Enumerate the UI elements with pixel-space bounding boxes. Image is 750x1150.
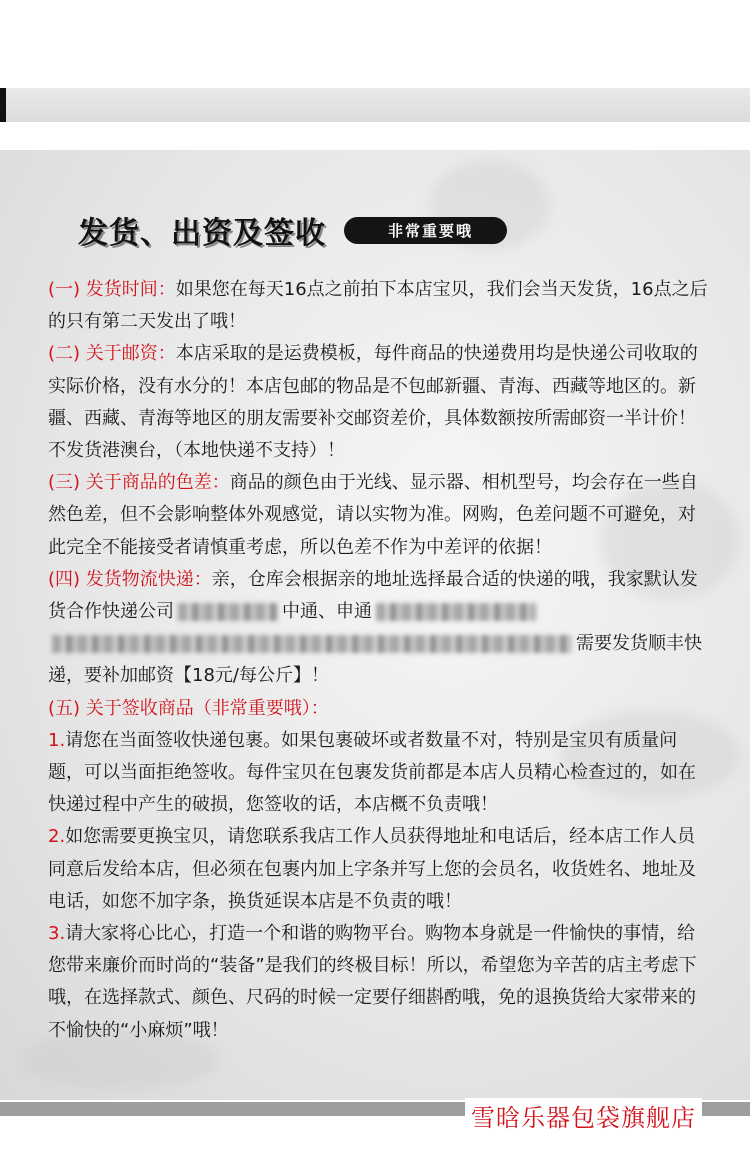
signing-item-number: 3. [48, 923, 66, 945]
signing-item-number: 1. [48, 729, 66, 751]
logistics-label: (四) 发货物流快递： [48, 568, 212, 590]
color-difference-paragraph [48, 467, 708, 564]
signing-item-text: 如您需要更换宝贝，请您联系我店工作人员获得地址和电话后，经本店工作人员同意后发给本店，但必须在包裹内加上字条并写上您的会员名，收货姓名、地址及电话，如您不加字条，换货延误本店是不负责的哦！ [48, 826, 696, 912]
postage-text: 本店采取的是运费模板，每件商品的快递费用均是快递公司收取的实际价格，没有水分的！本店包邮的物品是不包邮新疆、青海、西藏等地区的。新疆、西藏、青海等地区的朋友需要补交邮资差价，具体数额按所需邮资一半计价！不发货港澳台，（本地快递不支持）！ [48, 343, 698, 462]
redacted-courier-a [178, 603, 278, 621]
signing-item-3 [48, 918, 708, 1047]
redacted-courier-b [376, 603, 536, 621]
shop-name: 雪晗乐器包袋旗舰店 [465, 1098, 702, 1133]
shipping-time-paragraph [48, 274, 708, 338]
signing-item-number: 2. [48, 826, 66, 848]
logistics-paragraph [48, 564, 708, 693]
section-title: 发货、出资及签收 [78, 216, 326, 251]
logistics-text-c: 需要发货顺丰快递，要补加邮资【18元/每公斤】！ [48, 633, 702, 687]
policy-content [48, 274, 708, 1047]
section-header [78, 208, 507, 252]
info-panel [0, 150, 750, 1100]
importance-badge: 非常重要哦 [344, 217, 507, 244]
postage-label: (二) 关于邮资： [48, 343, 176, 365]
top-band-edge [0, 88, 6, 122]
signing-label: (五) 关于签收商品（非常重要哦）： [48, 697, 329, 719]
color-difference-text: 商品的颜色由于光线、显示器、相机型号，均会存在一些自然色差，但不会影响整体外观感觉，请以实物为准。网购，色差问题不可避免，对此完全不能接受者请慎重考虑，所以色差不作为中差评的依据！ [48, 472, 698, 558]
signing-item-2 [48, 821, 708, 918]
postage-paragraph [48, 338, 708, 467]
shipping-time-text: 如果您在每天16点之前拍下本店宝贝，我们会当天发货，16点之后的只有第二天发出了哦！ [48, 279, 708, 333]
top-band [0, 88, 750, 122]
signing-item-text: 请大家将心比心，打造一个和谐的购物平台。购物本身就是一件愉快的事情，给您带来廉价而时尚的“装备”是我们的终极目标！所以，希望您为辛苦的店主考虑下哦，在选择款式、颜色、尺码的时候一定要仔细斟酌哦，免的退换货给大家带来的不愉快的“小麻烦”哦！ [48, 923, 697, 1041]
redacted-courier-c [52, 635, 572, 653]
signing-item-1 [48, 725, 708, 822]
logistics-text-b: 中通、申通 [282, 601, 372, 623]
shipping-time-label: (一) 发货时间： [48, 279, 176, 300]
signing-item-text: 请您在当面签收快递包裹。如果包裹破坏或者数量不对，特别是宝贝有质量问题，可以当面拒绝签收。每件宝贝在包裹发货前都是本店人员精心检查过的，如在快递过程中产生的破损，您签收的话，本店概不负责哦！ [48, 729, 696, 816]
logistics-text-a: 亲，仓库会根据亲的地址选择最合适的快递的哦，我家默认发货合作快递公司 [48, 568, 698, 623]
color-difference-label: (三) 关于商品的色差： [48, 472, 230, 494]
